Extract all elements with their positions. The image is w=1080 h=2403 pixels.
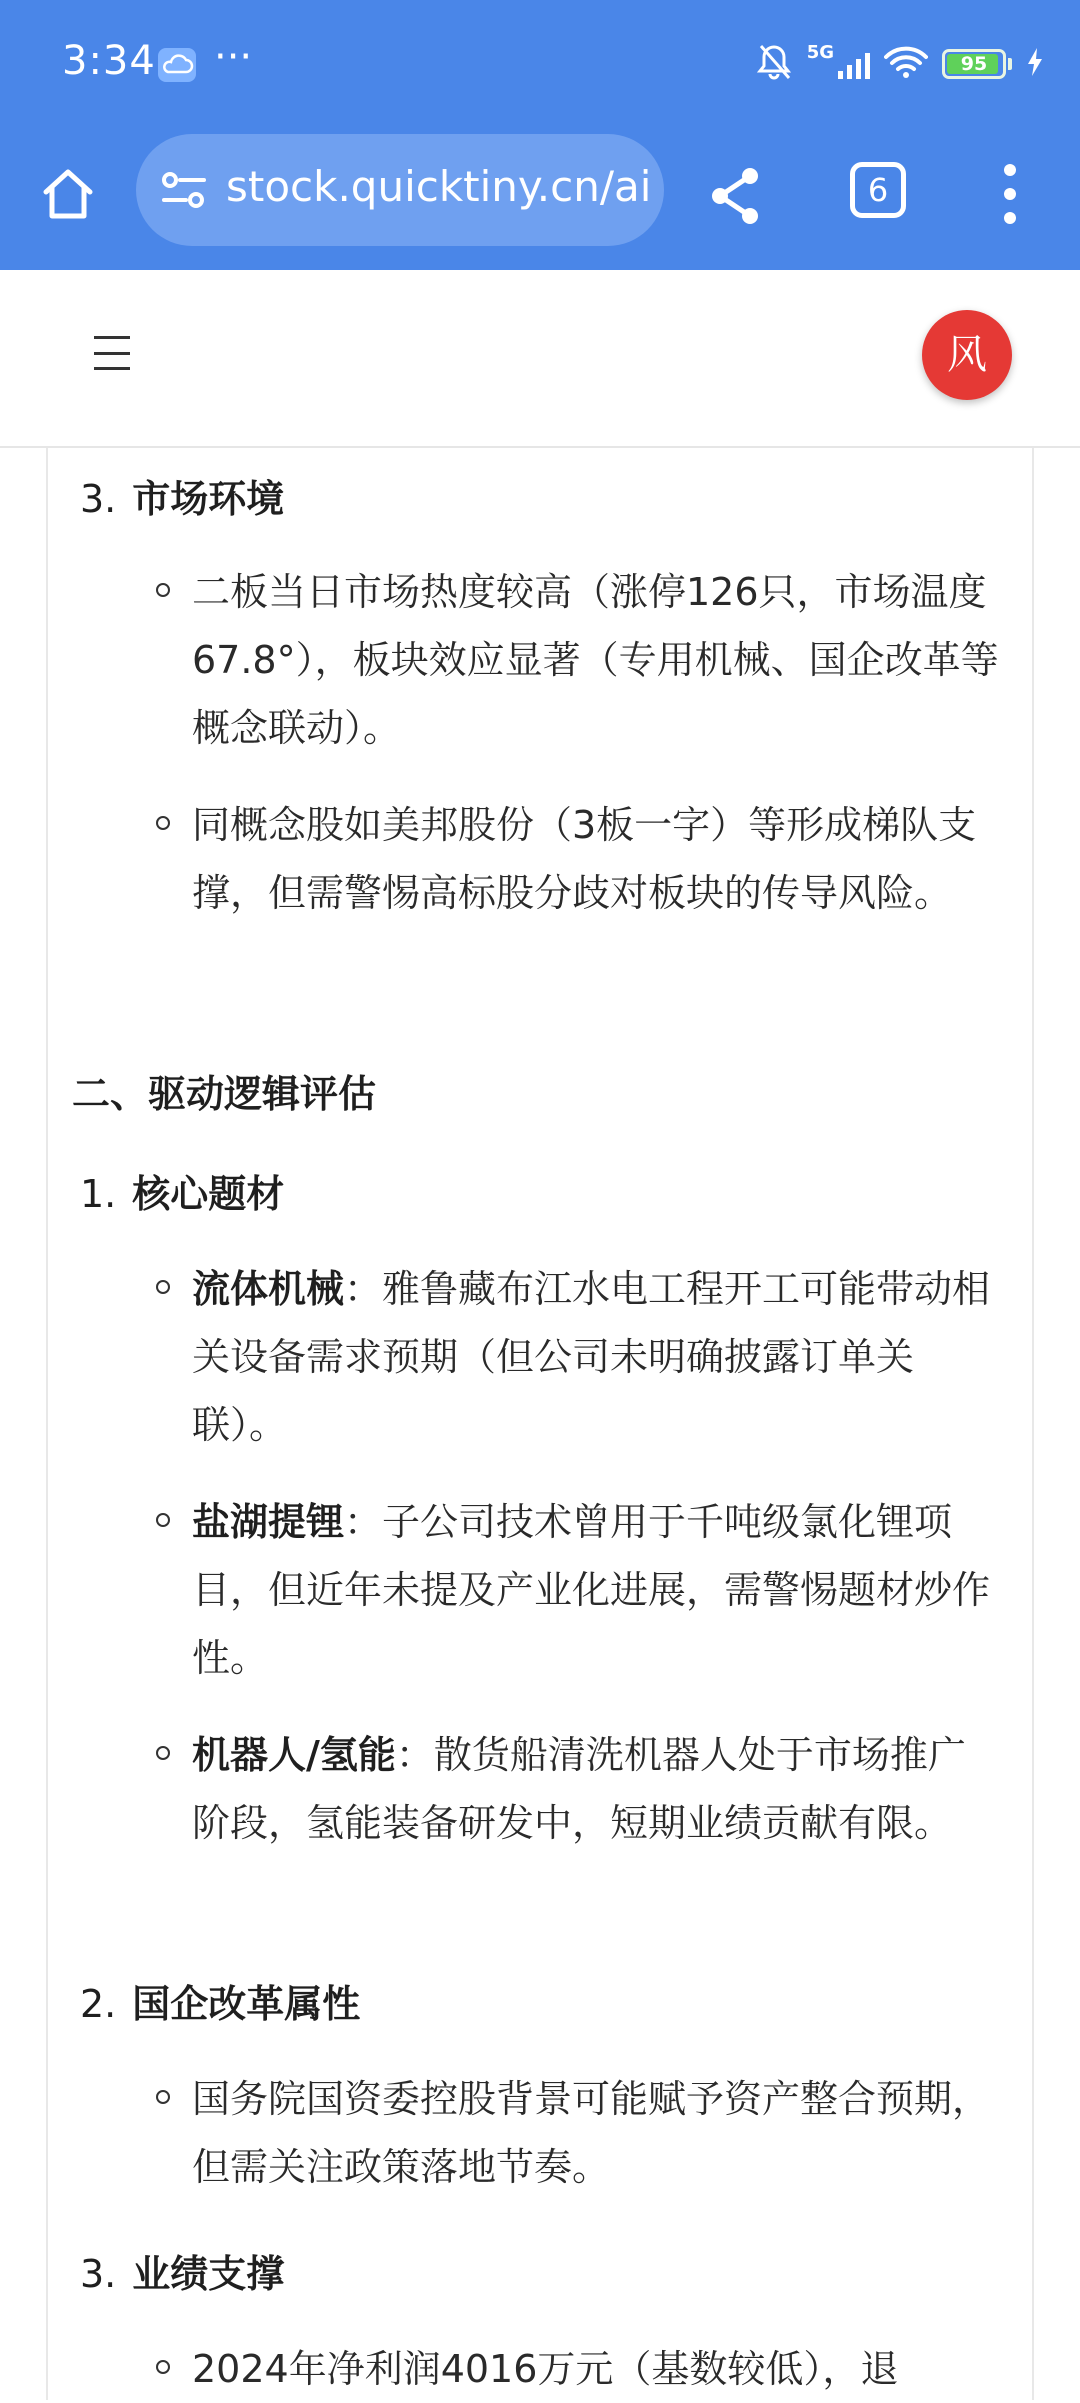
section-title: 业绩支撑 — [132, 2252, 285, 2296]
charging-icon — [1026, 47, 1044, 81]
overflow-menu-button[interactable] — [990, 164, 1030, 224]
status-time: 3:34 — [62, 38, 156, 84]
list-item — [192, 1488, 1002, 1692]
section-number: 2. — [80, 1982, 117, 2026]
cloud-icon — [158, 48, 196, 82]
list-item — [192, 1255, 1002, 1459]
section-number: 3. — [80, 2252, 117, 2296]
avatar[interactable]: 风 — [922, 310, 1012, 400]
tab-switcher-button[interactable]: 6 — [850, 162, 906, 218]
bullet-icon — [156, 1280, 170, 1294]
list-item: 2024年净利润4016万元（基数较低），退 — [192, 2347, 899, 2391]
item-text: ：雅鲁藏布江水电工程开工可能带动相关设备需求预期（但公司未明确披露订单关联）。 — [192, 1267, 991, 1447]
url-text: stock.quicktiny.cn/ai — [226, 162, 652, 211]
item-keyword: 机器人/氢能 — [192, 1733, 396, 1777]
bullet-icon — [156, 2090, 170, 2104]
wifi-icon — [884, 45, 928, 83]
item-keyword: 盐湖提锂 — [192, 1500, 345, 1544]
section-heading — [80, 468, 284, 523]
status-icons — [755, 40, 1044, 88]
section-title: 国企改革属性 — [132, 1982, 361, 2026]
section-number: 3. — [80, 477, 117, 521]
bullet-icon — [156, 816, 170, 830]
battery-icon — [942, 49, 1006, 79]
section-heading — [80, 1973, 360, 2028]
section-title: 核心题材 — [132, 1172, 285, 1216]
chapter-heading: 二、驱动逻辑评估 — [72, 1072, 377, 1116]
home-button[interactable] — [32, 158, 104, 230]
bullet-icon — [156, 2360, 170, 2374]
list-item: 国务院国资委控股背景可能赋予资产整合预期，但需关注政策落地节奏。 — [192, 2077, 991, 2189]
list-item — [192, 1721, 1002, 1857]
home-icon — [40, 166, 96, 222]
address-bar-row — [0, 130, 1080, 270]
section-heading — [80, 2243, 284, 2298]
list-item: 二板当日市场热度较高（涨停126只，市场温度67.8°），板块效应显著（专用机械、国企改革等概念联动）。 — [192, 570, 999, 750]
bullet-icon — [156, 1746, 170, 1760]
section-heading — [80, 1163, 284, 1218]
network-type: 5G — [806, 41, 834, 63]
more-notifications-icon: ··· — [214, 34, 253, 80]
mute-bell-icon — [755, 42, 793, 86]
bullet-icon — [156, 583, 170, 597]
signal-icon — [838, 49, 870, 79]
battery-percent: 95 — [960, 53, 988, 75]
list-item: 同概念股如美邦股份（3板一字）等形成梯队支撑，但需警惕高标股分歧对板块的传导风险。 — [192, 803, 977, 915]
menu-icon[interactable] — [94, 336, 130, 370]
battery-tip — [1008, 58, 1012, 70]
url-field[interactable] — [136, 134, 664, 246]
share-icon — [700, 160, 772, 232]
item-text: ：子公司技术曾用于千吨级氯化锂项目，但近年未提及产业化进展，需警惕题材炒作性。 — [192, 1500, 991, 1680]
item-text: ：散货船清洗机器人处于市场推广阶段，氢能装备研发中，短期业绩贡献有限。 — [192, 1733, 966, 1845]
bullet-icon — [156, 1513, 170, 1527]
site-settings-icon[interactable] — [160, 168, 208, 212]
page-header — [0, 270, 1080, 448]
browser-chrome — [0, 0, 1080, 270]
status-bar — [0, 0, 1080, 130]
section-number: 1. — [80, 1172, 117, 1216]
share-button[interactable] — [700, 160, 772, 232]
item-keyword: 流体机械 — [192, 1267, 345, 1311]
section-title: 市场环境 — [132, 477, 285, 521]
